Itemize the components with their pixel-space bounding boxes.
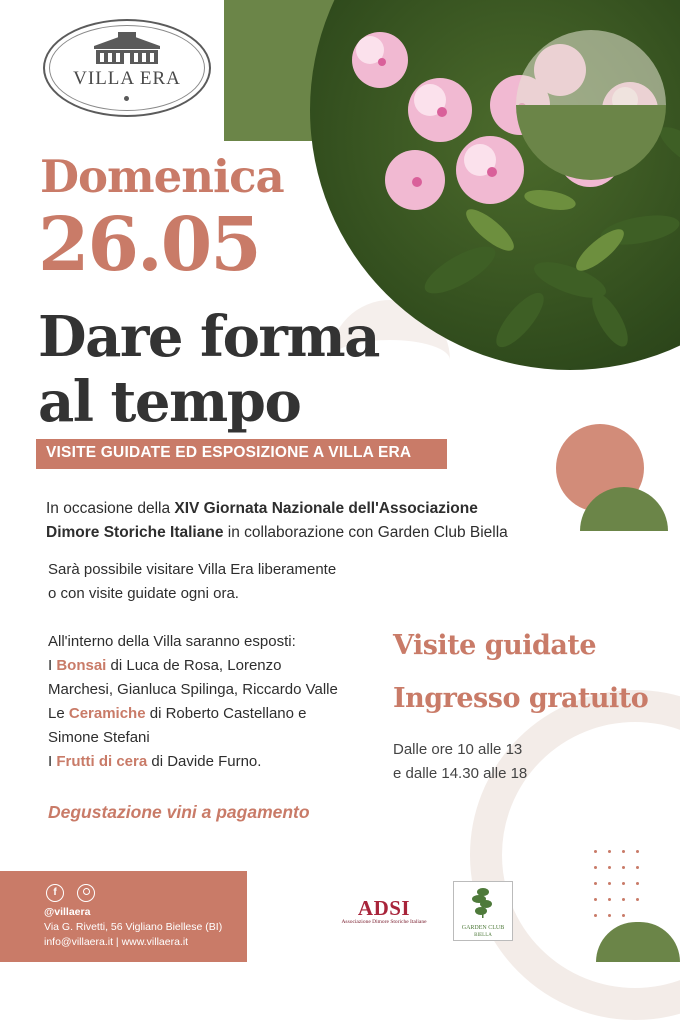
exhibit-line-2: Marchesi, Gianluca Spilinga, Riccardo Valle [48, 681, 338, 698]
subtitle-text: VISITE GUIDATE ED ESPOSIZIONE A VILLA ERA [46, 444, 412, 461]
adsi-logo-subtitle: Associazione Dimore Storiche Italiane [341, 919, 427, 925]
free-entry-heading: Ingresso gratuito [393, 683, 649, 714]
intro-text-2: in collaborazione con Garden Club Biella [223, 524, 508, 541]
footer-contact[interactable]: info@villaera.it | www.villaera.it [44, 936, 189, 948]
exhibit-line-3-prefix: Le [48, 705, 69, 722]
footer-panel [0, 871, 247, 962]
footer-address: Via G. Rivetti, 56 Vigliano Biellese (BI) [44, 921, 223, 933]
villa-building-icon [90, 32, 164, 66]
event-day: Domenica [40, 150, 284, 203]
exhibit-line-1-prefix: I [48, 657, 57, 674]
facebook-icon[interactable]: f [46, 884, 64, 902]
event-date: 26.05 [38, 202, 260, 288]
dot-grid-decoration [594, 850, 644, 950]
exhibit-line-1-rest: di Luca de Rosa, Lorenzo [106, 657, 282, 674]
garden-club-name: GARDEN CLUB [461, 925, 505, 931]
logo-dot [124, 96, 129, 101]
bonsai-label: Bonsai [56, 657, 107, 674]
intro-bold-1: XIV Giornata Nazionale dell'Associazione [174, 500, 478, 517]
exhibit-line-3-rest: di Roberto Castellano e [145, 705, 307, 722]
hours-line-2: e dalle 14.30 alle 18 [393, 765, 528, 782]
frutti-label: Frutti di cera [56, 753, 148, 770]
hours-line-1: Dalle ore 10 alle 13 [393, 741, 523, 758]
hours-block [393, 738, 653, 786]
intro-paragraph [46, 497, 566, 545]
title-line-2: al tempo [38, 369, 301, 435]
adsi-logo-name: ADSI [357, 896, 411, 920]
garden-club-city: BIELLA [474, 933, 492, 938]
exhibit-paragraph [48, 630, 378, 774]
tasting-note: Degustazione vini a pagamento [48, 802, 310, 822]
visit-line-1: Sarà possibile visitare Villa Era liberamente [48, 561, 337, 578]
exhibit-line-5-prefix: I [48, 753, 57, 770]
instagram-icon[interactable] [77, 884, 95, 902]
garden-club-logo [453, 881, 513, 941]
exhibit-line-4: Simone Stefani [48, 729, 150, 746]
guided-visits-heading: Visite guidate [393, 630, 597, 661]
exhibit-line-5-rest: di Davide Furno. [147, 753, 262, 770]
visit-line-2: o con visite guidate ogni ora. [48, 585, 239, 602]
garden-club-leaf-icon [454, 882, 512, 922]
intro-text-1: In occasione della [46, 500, 175, 517]
social-handle[interactable]: @villaera [44, 906, 91, 918]
ceramiche-label: Ceramiche [68, 705, 146, 722]
exhibit-intro: All'interno della Villa saranno esposti: [48, 633, 296, 650]
logo-name: VILLA ERA [73, 68, 181, 89]
title-line-1: Dare forma [38, 304, 379, 370]
intro-bold-2: Dimore Storiche Italiane [46, 524, 224, 541]
visit-paragraph [48, 558, 378, 606]
